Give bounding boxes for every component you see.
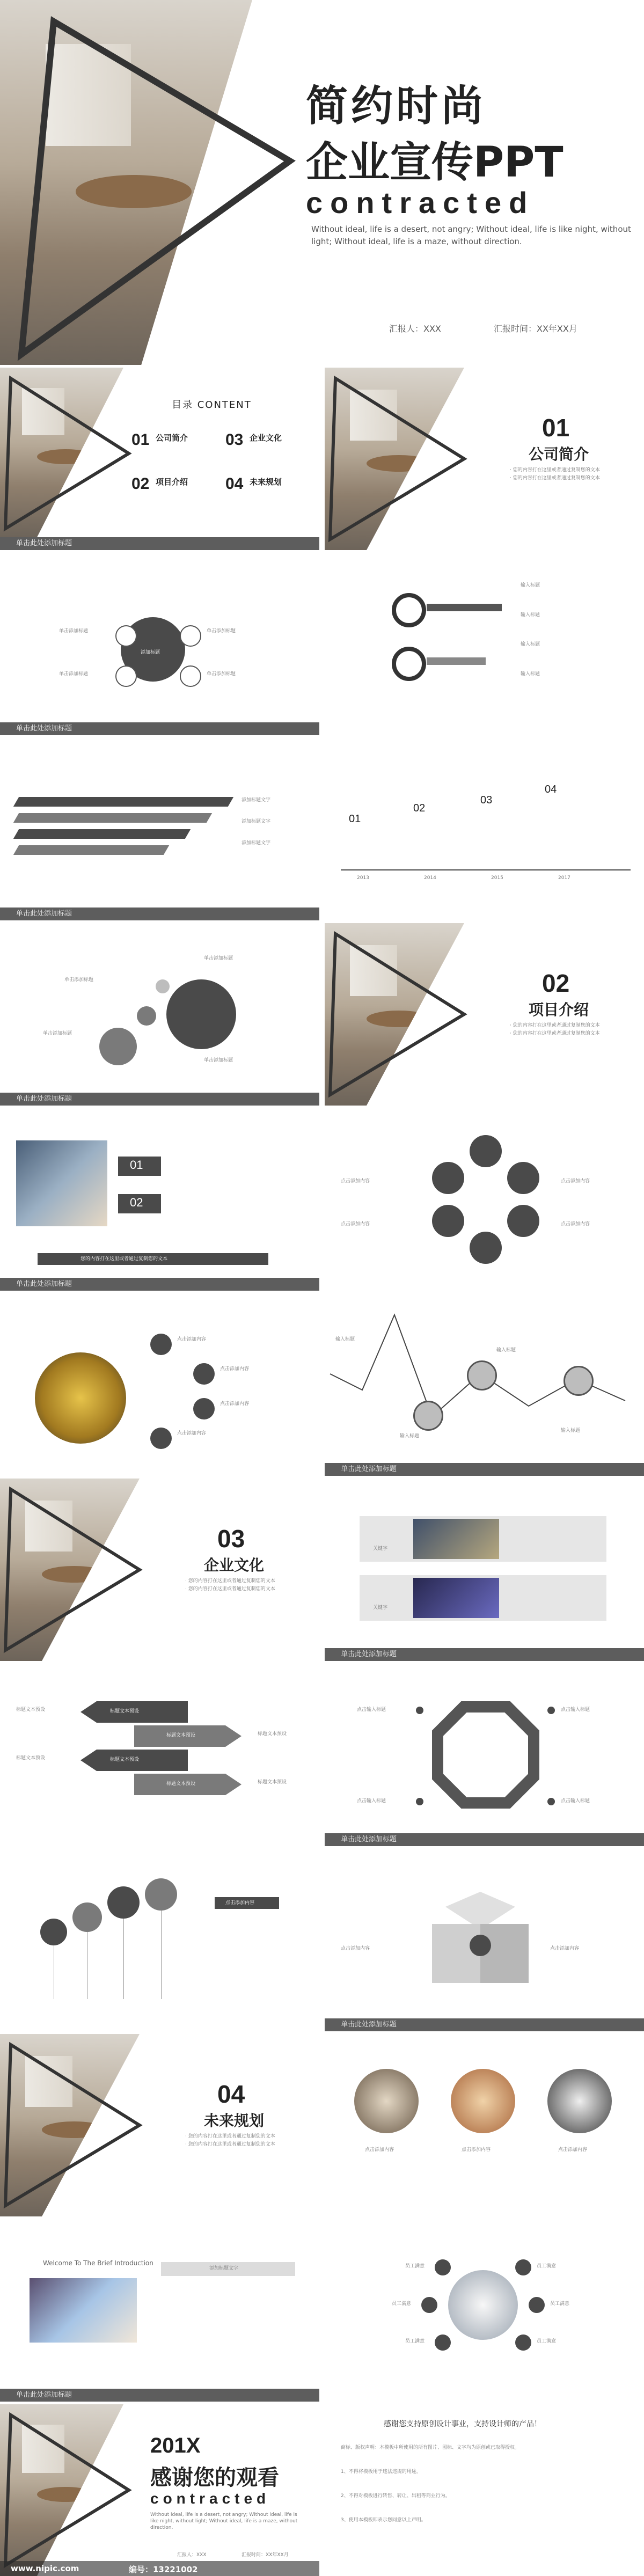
team-photo-slide bbox=[0, 1108, 319, 1291]
section-03-number: 03 bbox=[217, 1525, 245, 1553]
balloon-3 bbox=[107, 1886, 140, 1919]
watermark-site: www.nipic.com bbox=[11, 2564, 79, 2573]
toc-item-3-label: 企业文化 bbox=[250, 433, 282, 443]
timeline-step-1: 01 bbox=[349, 813, 361, 825]
thanks-year: 201X bbox=[150, 2434, 201, 2457]
section-04-triangle bbox=[0, 2034, 172, 2216]
balloon-string-4 bbox=[161, 1911, 162, 1999]
thanks-reporter: 汇报人：XXX bbox=[177, 2552, 207, 2558]
sat-node-4 bbox=[529, 2297, 545, 2313]
summary-bar-text: 您的内容打在这里或者通过复制您的文本 bbox=[80, 1256, 168, 1262]
coins-photo bbox=[35, 1352, 126, 1444]
zigzag-slide bbox=[325, 1293, 644, 1476]
copyright-paragraph-2: 1、不得将模板用于违法违规的用途。 bbox=[341, 2469, 421, 2475]
slide-title-bar: 单击此处添加标题 bbox=[325, 1463, 644, 1476]
hex-text-1: 点击添加内容 bbox=[341, 1179, 370, 1184]
info-icon-4 bbox=[150, 1428, 172, 1449]
search-icon bbox=[180, 625, 201, 647]
toc-item-1-label: 公司简介 bbox=[156, 433, 188, 443]
timeline-step-2: 02 bbox=[413, 802, 426, 814]
arrows-slide bbox=[0, 1664, 319, 1846]
section-03-triangle bbox=[0, 1479, 172, 1661]
octagon-dot-3 bbox=[416, 1798, 423, 1805]
keyword-label-2: 关键字 bbox=[373, 1605, 388, 1611]
download-circle bbox=[99, 1028, 137, 1065]
section-02-triangle bbox=[325, 923, 496, 1106]
section-02-number: 02 bbox=[542, 969, 570, 997]
thanks-title: 感谢您的观看 bbox=[150, 2465, 279, 2490]
section-04-title: 未来规划 bbox=[204, 2112, 265, 2129]
timeline-year-1: 2013 bbox=[357, 875, 369, 881]
info-icon-3 bbox=[193, 1398, 215, 1419]
section-01-bullet-2: · 您的内容打在这里或者通过复制您的文本 bbox=[510, 475, 600, 481]
step-text-2: 添加标题文字 bbox=[241, 819, 271, 824]
cover-title-line2: 企业宣传PPT bbox=[306, 138, 564, 187]
zigzag-label-2: 输入标题 bbox=[496, 1348, 516, 1353]
section-01-triangle bbox=[325, 368, 496, 550]
octagon-text-1: 点击输入标题 bbox=[357, 1707, 386, 1713]
section-03-bullet-1: · 您的内容打在这里或者通过复制您的文本 bbox=[185, 1578, 275, 1584]
timeline-year-2: 2014 bbox=[424, 875, 436, 881]
brief-title-text: 添加标题文字 bbox=[209, 2266, 239, 2271]
info-text-4: 点击添加内容 bbox=[177, 1431, 207, 1436]
person-text-3: 点击添加内容 bbox=[558, 2147, 588, 2153]
step-ribbon-4 bbox=[13, 845, 169, 855]
octagon-slide bbox=[325, 1664, 644, 1846]
person-photo-3 bbox=[547, 2069, 612, 2133]
cover-desc-line1: Without ideal, life is a desert, not angry; Without ideal, life is like night, without bbox=[311, 224, 631, 234]
thanks-desc: Without ideal, life is a desert, not angry; Without ideal, life is like night, without light; Without ideal, life is a maze, without direction. bbox=[150, 2512, 298, 2530]
circle-diagram-slide bbox=[0, 553, 319, 735]
chart-icon bbox=[180, 665, 201, 687]
brief-photo bbox=[30, 2278, 137, 2343]
info-icon-1 bbox=[150, 1334, 172, 1355]
cover-reporter: 汇报人：XXX bbox=[389, 324, 441, 334]
gear-icon bbox=[115, 665, 137, 687]
toc-triangle-frame bbox=[0, 368, 161, 539]
keyword-photo-2 bbox=[413, 1578, 499, 1618]
people-slide bbox=[325, 2034, 644, 2216]
balloon-2 bbox=[72, 1902, 102, 1932]
cover-subtitle: contracted bbox=[306, 186, 535, 219]
section-04-bullet-2: · 您的内容打在这里或者通过复制您的文本 bbox=[185, 2142, 275, 2147]
step-text-3: 添加标题文字 bbox=[241, 840, 271, 846]
circle-text-tr: 单击添加标题 bbox=[207, 628, 236, 634]
timeline-step-4: 04 bbox=[545, 784, 557, 795]
step-tab-02-number: 02 bbox=[130, 1196, 143, 1209]
slide-title-bar: 单击此处添加标题 bbox=[0, 1278, 319, 1291]
zigzag-label-4: 输入标题 bbox=[561, 1428, 581, 1433]
hexagon-slide bbox=[325, 1108, 644, 1291]
octagon-dot-2 bbox=[547, 1707, 555, 1714]
hex-text-3: 点击添加内容 bbox=[341, 1221, 370, 1227]
monitor-circle bbox=[166, 979, 236, 1049]
copyright-slide bbox=[325, 2404, 644, 2576]
center-photo-circle bbox=[448, 2270, 518, 2340]
hex-node-3 bbox=[507, 1205, 539, 1237]
monitor-text-3: 单击添加标题 bbox=[43, 1031, 72, 1036]
balloon-1 bbox=[40, 1919, 67, 1945]
thanks-subtitle: contracted bbox=[150, 2490, 270, 2507]
input-title-1: 输入标题 bbox=[521, 583, 540, 588]
hex-node-4 bbox=[470, 1232, 502, 1264]
arrow-label-2: 标题文本预设 bbox=[166, 1733, 196, 1738]
octagon-dot-1 bbox=[416, 1707, 423, 1714]
cube-center bbox=[470, 1935, 491, 1956]
person-text-1: 点击添加内容 bbox=[365, 2147, 394, 2153]
section-03-slide bbox=[0, 1479, 319, 1661]
monitor-text-2: 单击添加标题 bbox=[64, 977, 94, 983]
slide-title-bar: 单击此处添加标题 bbox=[0, 537, 319, 550]
circle-text-tl: 单击添加标题 bbox=[59, 628, 89, 634]
timeline-year-3: 2015 bbox=[491, 875, 503, 881]
copyright-paragraph-4: 3、使用本模板即表示您同意以上声明。 bbox=[341, 2518, 426, 2523]
hex-node-5 bbox=[432, 1205, 464, 1237]
copyright-paragraph-1: 商标、版权声明：本模板中所使用的所有图片、图标、文字均为原创或已取得授权。 bbox=[341, 2445, 520, 2450]
section-01-slide bbox=[325, 368, 644, 550]
toc-slide bbox=[0, 368, 319, 550]
sat-node-2 bbox=[515, 2259, 531, 2275]
magnifier-bottom bbox=[392, 647, 426, 681]
timeline-line bbox=[341, 869, 631, 870]
cover-desc-line2: light; Without ideal, life is a maze, without direction. bbox=[311, 237, 522, 246]
section-04-slide bbox=[0, 2034, 319, 2216]
section-01-number: 01 bbox=[542, 414, 570, 442]
section-02-title: 项目介绍 bbox=[529, 1001, 589, 1019]
cube-text-1: 点击添加内容 bbox=[341, 1946, 370, 1951]
arrow-side-2: 标题文本预设 bbox=[16, 1755, 46, 1761]
arrow-label-4: 标题文本预设 bbox=[166, 1781, 196, 1787]
octagon-text-2: 点击输入标题 bbox=[561, 1707, 590, 1713]
monitor-text-4: 单击添加标题 bbox=[204, 1058, 233, 1063]
section-01-bullet-1: · 您的内容打在这里或者通过复制您的文本 bbox=[510, 467, 600, 473]
thanks-slide bbox=[0, 2404, 319, 2576]
sat-node-3 bbox=[421, 2297, 437, 2313]
arrow-label-3: 标题文本预设 bbox=[110, 1757, 140, 1762]
brief-heading: Welcome To The Brief Introduction bbox=[43, 2259, 153, 2267]
cube-text-2: 点击添加内容 bbox=[550, 1946, 580, 1951]
info-text-1: 点击添加内容 bbox=[177, 1337, 207, 1342]
info-text-3: 点击添加内容 bbox=[220, 1401, 250, 1407]
zigzag-circle-3 bbox=[564, 1366, 594, 1396]
magnifier-top bbox=[392, 593, 426, 627]
balloon-label-text: 点击添加内容 bbox=[225, 1900, 255, 1906]
sat-node-5 bbox=[435, 2334, 451, 2351]
steps-slide bbox=[0, 738, 319, 920]
step-tab-01-number: 01 bbox=[130, 1158, 143, 1172]
step-ribbon-3 bbox=[13, 829, 191, 839]
input-title-2: 输入标题 bbox=[521, 612, 540, 618]
cover-slide bbox=[0, 0, 644, 365]
step-ribbon-2 bbox=[13, 813, 212, 823]
sat-node-1 bbox=[435, 2259, 451, 2275]
slide-title-bar: 单击此处添加标题 bbox=[325, 1833, 644, 1846]
monitor-text-1: 单击添加标题 bbox=[204, 956, 233, 961]
sat-label-1: 员工满意 bbox=[405, 2264, 425, 2269]
octagon-text-4: 点击输入标题 bbox=[561, 1798, 590, 1804]
sat-label-5: 员工满意 bbox=[405, 2339, 425, 2344]
circle-text-bl: 单击添加标题 bbox=[59, 671, 89, 677]
cube-slide bbox=[325, 1849, 644, 2031]
thanks-date: 汇报时间：XX年XX月 bbox=[241, 2552, 289, 2558]
satisfaction-slide bbox=[325, 2219, 644, 2402]
slide-title-bar: 单击此处添加标题 bbox=[0, 2389, 319, 2402]
info-icon-2 bbox=[193, 1363, 215, 1385]
section-04-number: 04 bbox=[217, 2080, 245, 2108]
octagon-ring bbox=[432, 1701, 539, 1809]
person-photo-1 bbox=[354, 2069, 419, 2133]
cover-date: 汇报时间：XX年XX月 bbox=[494, 324, 577, 334]
copyright-paragraph-3: 2、不得对模板进行转售、转让、出租等商业行为。 bbox=[341, 2493, 450, 2499]
balloon-slide bbox=[0, 1849, 319, 2031]
step-ribbon-1 bbox=[13, 797, 233, 807]
section-03-title: 企业文化 bbox=[204, 1556, 265, 1574]
hex-node-1 bbox=[470, 1135, 502, 1167]
slide-title-bar: 单击此处添加标题 bbox=[325, 2018, 644, 2031]
person-text-2: 点击添加内容 bbox=[462, 2147, 491, 2153]
hex-text-2: 点击添加内容 bbox=[561, 1179, 590, 1184]
section-03-bullet-2: · 您的内容打在这里或者通过复制您的文本 bbox=[185, 1586, 275, 1592]
section-02-bullet-2: · 您的内容打在这里或者通过复制您的文本 bbox=[510, 1031, 600, 1036]
toc-item-1-num: 01 bbox=[131, 431, 150, 449]
cover-title-line1: 简约时尚 bbox=[306, 82, 487, 130]
sat-label-6: 员工满意 bbox=[537, 2339, 557, 2344]
circle-text-br: 单击添加标题 bbox=[207, 671, 236, 677]
zigzag-circle-2 bbox=[467, 1360, 497, 1391]
input-title-3: 输入标题 bbox=[521, 642, 540, 647]
copyright-heading: 感谢您支持原创设计事业，支持设计师的产品！ bbox=[384, 2420, 541, 2428]
thanks-triangle bbox=[0, 2404, 161, 2576]
toc-heading: 目录 CONTENT bbox=[172, 399, 252, 411]
zigzag-label-1: 输入标题 bbox=[335, 1337, 355, 1342]
cube-right bbox=[480, 1924, 529, 1983]
keyword-slide bbox=[325, 1479, 644, 1661]
sat-node-6 bbox=[515, 2334, 531, 2351]
toc-item-2-num: 02 bbox=[131, 475, 150, 493]
hex-node-2 bbox=[507, 1162, 539, 1194]
progress-bar-2 bbox=[427, 657, 486, 665]
section-04-bullet-1: · 您的内容打在这里或者通过复制您的文本 bbox=[185, 2134, 275, 2139]
team-photo bbox=[16, 1140, 107, 1226]
hex-node-6 bbox=[432, 1162, 464, 1194]
hex-text-4: 点击添加内容 bbox=[561, 1221, 590, 1227]
watermark-id: 编号：13221002 bbox=[129, 2565, 198, 2574]
small-circle-1 bbox=[156, 979, 170, 993]
timeline-slide bbox=[325, 738, 644, 920]
monitor-slide bbox=[0, 923, 319, 1106]
octagon-text-3: 点击输入标题 bbox=[357, 1798, 386, 1804]
toc-item-4-num: 04 bbox=[225, 475, 244, 493]
progress-bar-1 bbox=[427, 604, 502, 611]
slide-title-bar: 单击此处添加标题 bbox=[0, 1093, 319, 1106]
keyword-photo-1 bbox=[413, 1519, 499, 1559]
slide-title-bar: 单击此处添加标题 bbox=[0, 908, 319, 920]
balloon-4 bbox=[145, 1878, 177, 1911]
arrow-side-4: 标题文本预设 bbox=[258, 1780, 287, 1785]
input-title-4: 输入标题 bbox=[521, 671, 540, 677]
zigzag-circle-1 bbox=[413, 1401, 443, 1431]
section-02-slide bbox=[325, 923, 644, 1106]
central-circle-label: 添加标题 bbox=[141, 650, 160, 655]
section-01-title: 公司简介 bbox=[529, 445, 589, 463]
zigzag-label-3: 输入标题 bbox=[400, 1433, 420, 1439]
user-icon bbox=[115, 625, 137, 647]
toc-item-2-label: 项目介绍 bbox=[156, 477, 188, 487]
coins-slide bbox=[0, 1293, 319, 1476]
divider-row1 bbox=[0, 365, 644, 368]
section-02-bullet-1: · 您的内容打在这里或者通过复制您的文本 bbox=[510, 1023, 600, 1028]
timeline-year-4: 2017 bbox=[558, 875, 570, 881]
keyword-label-1: 关键字 bbox=[373, 1546, 388, 1552]
person-photo-2 bbox=[451, 2069, 515, 2133]
sat-label-3: 员工满意 bbox=[392, 2301, 412, 2307]
arrow-side-1: 标题文本预设 bbox=[16, 1707, 46, 1713]
octagon-dot-4 bbox=[547, 1798, 555, 1805]
magnifier-slide bbox=[325, 553, 644, 735]
arrow-side-3: 标题文本预设 bbox=[258, 1731, 287, 1737]
timeline-step-3: 03 bbox=[480, 794, 493, 806]
small-circle-2 bbox=[137, 1006, 156, 1026]
slide-title-bar: 单击此处添加标题 bbox=[325, 1648, 644, 1661]
arrow-label-1: 标题文本预设 bbox=[110, 1709, 140, 1714]
slide-title-bar: 单击此处添加标题 bbox=[0, 722, 319, 735]
toc-item-3-num: 03 bbox=[225, 431, 244, 449]
brief-slide bbox=[0, 2219, 319, 2402]
balloon-string-3 bbox=[123, 1919, 124, 1999]
info-text-2: 点击添加内容 bbox=[220, 1366, 250, 1372]
toc-item-4-label: 未来规划 bbox=[250, 477, 282, 487]
step-text-1: 添加标题文字 bbox=[241, 797, 271, 803]
cover-triangle-frame bbox=[0, 0, 322, 365]
sat-label-4: 员工满意 bbox=[550, 2301, 570, 2307]
sat-label-2: 员工满意 bbox=[537, 2264, 557, 2269]
